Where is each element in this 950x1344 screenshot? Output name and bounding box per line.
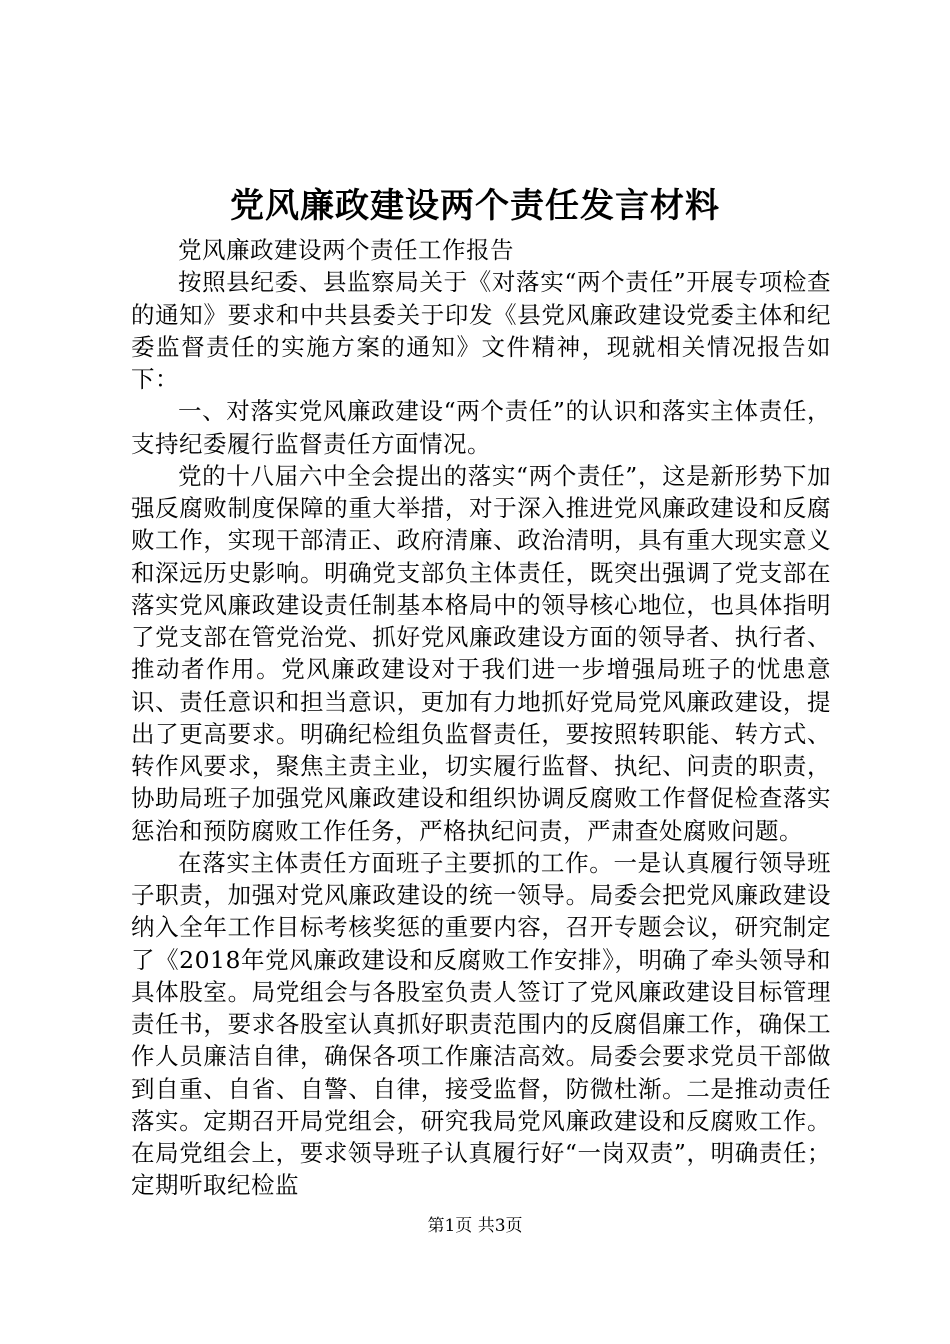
document-title: 党风廉政建设两个责任发言材料 — [230, 186, 720, 226]
paragraph-section-heading: 一、对落实党风廉政建设“两个责任”的认识和落实主体责任，支持纪委履行监督责任方面情况。 — [131, 397, 831, 458]
paragraph-implementation: 在落实主体责任方面班子主要抓的工作。一是认真履行领导班子职责，加强对党风廉政建设的统一领导。局委会把党风廉政建设纳入全年工作目标考核奖惩的重要内容，召开专题会议，研究制定了《2018年党风廉政建设和反腐败工作安排》，明确了牵头领导和具体股室。局党组会与各股室负责人签订了党风廉政建设目标管理责任书，要求各股室认真抓好职责范围内的反腐倡廉工作，确保工作人员廉洁自律，确保各项工作廉洁高效。局委会要求党员干部做到自重、自省、自警、自律，接受监督，防微杜渐。二是推动责任落实。定期召开局党组会，研究我局党风廉政建设和反腐败工作。在局党组会上，要求领导班子认真履行好“一岗双责”，明确责任；定期听取纪检监 — [131, 848, 831, 1200]
paragraph-intro: 按照县纪委、县监察局关于《对落实“两个责任”开展专项检查的通知》要求和中共县委关于印发《县党风廉政建设党委主体和纪委监督责任的实施方案的通知》文件精神，现就相关情况报告如下： — [131, 268, 831, 393]
document-body — [131, 234, 831, 1202]
paragraph-subtitle: 党风廉政建设两个责任工作报告 — [178, 236, 514, 264]
paragraph-understanding: 党的十八届六中全会提出的落实“两个责任”，这是新形势下加强反腐败制度保障的重大举措，对于深入推进党风廉政建设和反腐败工作，实现干部清正、政府清廉、政治清明，具有重大现实意义和深远历史影响。明确党支部负主体责任，既突出强调了党支部在落实党风廉政建设责任制基本格局中的领导核心地位，也具体指明了党支部在管党治党、抓好党风廉政建设方面的领导者、执行者、推动者作用。党风廉政建设对于我们进一步增强局班子的忧患意识、责任意识和担当意识，更加有力地抓好党局党风廉政建设，提出了更高要求。明确纪检组负监督责任，要按照转职能、转方式、转作风要求，聚焦主责主业，切实履行监督、执纪、问责的职责，协助局班子加强党风廉政建设和组织协调反腐败工作督促检查落实惩治和预防腐败工作任务，严格执纪问责，严肃查处腐败问题。 — [131, 461, 831, 845]
page-footer: 第1页 共3页 — [427, 1216, 523, 1236]
